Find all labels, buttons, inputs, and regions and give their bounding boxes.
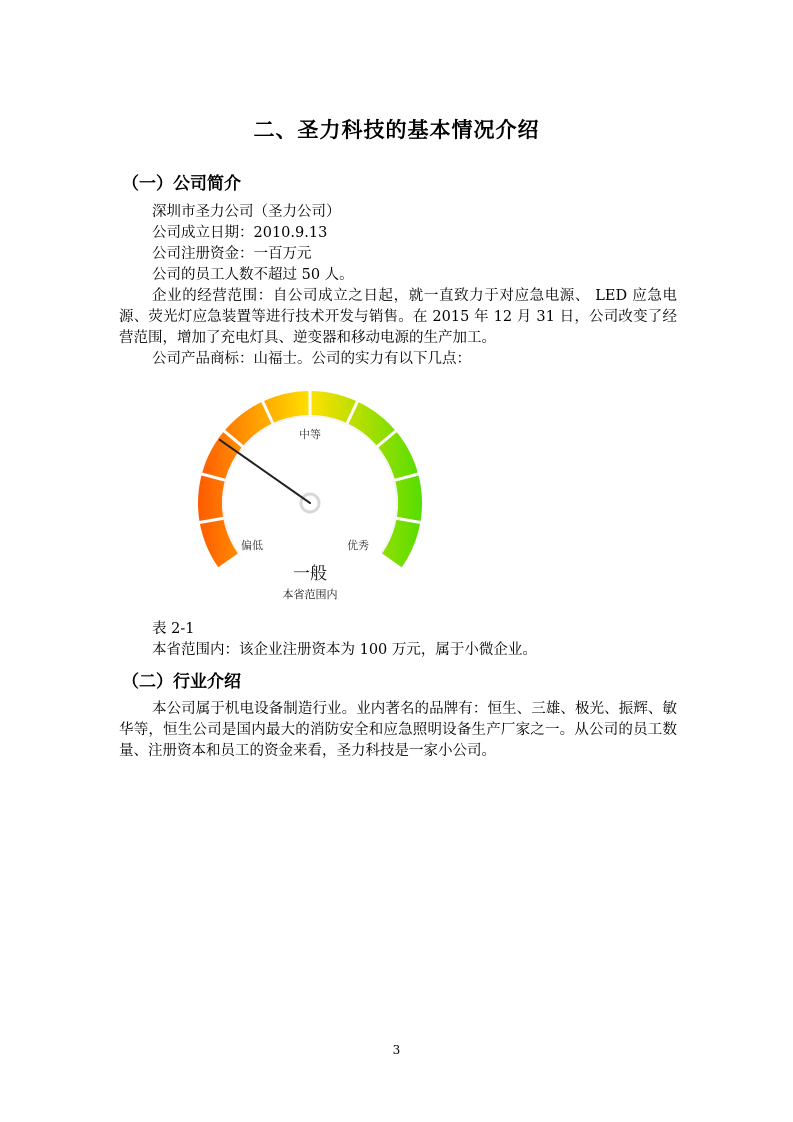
gauge-label-high: 优秀 [347, 539, 369, 552]
page-title: 二、圣力科技的基本情况介绍 [253, 118, 540, 142]
section-heading-industry: （二）行业介绍 [122, 672, 241, 692]
gauge-value-text: 一般 [293, 564, 327, 584]
gauge-label-mid: 中等 [299, 428, 321, 441]
page-number: 3 [392, 1043, 401, 1057]
founding-date-line: 公司成立日期：2010.9.13 [152, 225, 328, 241]
registered-capital-line: 公司注册资金：一百万元 [152, 246, 312, 262]
business-scope-paragraph: 企业的经营范围：自公司成立之日起，就一直致力于对应急电源、 LED 应急电源、荧光灯应急装置等进行技术开发与销售。在 2015 年 12 月 31 日，公司改变了经营范围，增加了充电灯具、逆变器和移动电源的生产加工。 [119, 288, 677, 346]
trademark-line: 公司产品商标：山福士。公司的实力有以下几点： [152, 351, 471, 367]
gauge-label-low: 偏低 [241, 539, 263, 552]
figure-note: 本省范围内：该企业注册资本为 100 万元，属于小微企业。 [152, 642, 537, 658]
company-name-line: 深圳市圣力公司（圣力公司） [152, 204, 341, 220]
gauge-needle [220, 440, 310, 503]
industry-paragraph: 本公司属于机电设备制造行业。业内著名的品牌有：恒生、三雄、极光、振辉、敏华等，恒生公司是国内最大的消防安全和应急照明设备生产厂家之一。从公司的员工数量、注册资本和员工的资金来看，圣力科技是一家小公司。 [119, 701, 677, 759]
employee-count-line: 公司的员工人数不超过 50 人。 [152, 267, 354, 283]
rating-gauge [190, 388, 430, 608]
gauge-caption: 本省范围内 [282, 588, 338, 601]
figure-caption: 表 2-1 [152, 621, 195, 637]
gauge-arc [198, 391, 422, 567]
section-heading-company-intro: （一）公司简介 [122, 174, 241, 194]
